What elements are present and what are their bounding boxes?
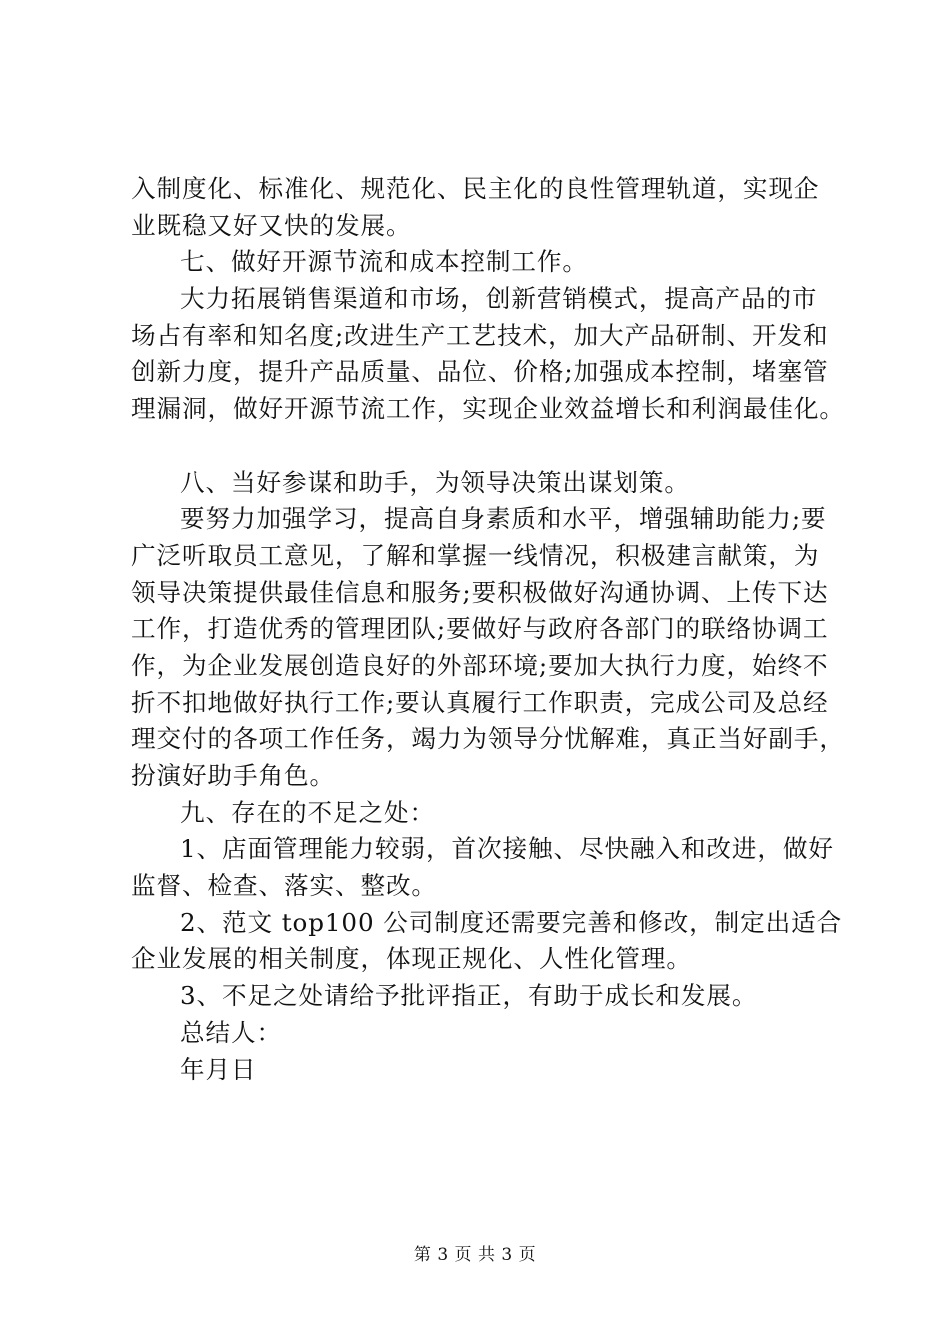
text-line: 工作，打造优秀的管理团队;要做好与政府各部门的联络协调工 <box>131 614 829 644</box>
text-line: 3、不足之处请给予批评指正，有助于成长和发展。 <box>180 981 758 1011</box>
text-line: 广泛听取员工意见，了解和掌握一线情况，积极建言献策，为 <box>131 540 820 570</box>
text-line: 总结人： <box>180 1017 282 1047</box>
text-line: 2、范文 top100 公司制度还需要完善和修改，制定出适合 <box>180 907 843 937</box>
text-line: 场占有率和知名度;改进生产工艺技术，加大产品研制、开发和 <box>131 320 829 350</box>
text-line: 理漏洞，做好开源节流工作，实现企业效益增长和利润最佳化。 <box>131 394 845 424</box>
text-line: 入制度化、标准化、规范化、民主化的良性管理轨道，实现企 <box>131 174 820 203</box>
document-body <box>131 171 845 1088</box>
text-line: 作，为企业发展创造良好的外部环境;要加大执行力度，始终不 <box>131 650 829 680</box>
text-line: 企业发展的相关制度，体现正规化、人性化管理。 <box>131 944 692 974</box>
text-line: 创新力度，提升产品质量、品位、价格;加强成本控制，堵塞管 <box>131 357 829 387</box>
text-line: 折不扣地做好执行工作;要认真履行工作职责，完成公司及总经 <box>131 687 829 717</box>
text-line: 要努力加强学习，提高自身素质和水平，增强辅助能力;要 <box>180 504 827 534</box>
text-line: 扮演好助手角色。 <box>131 761 335 790</box>
text-line: 理交付的各项工作任务，竭力为领导分忧解难，真正当好副手， <box>131 724 845 754</box>
text-line: 业既稳又好又快的发展。 <box>131 210 412 240</box>
page-footer: 第 3 页 共 3 页 <box>413 1245 537 1265</box>
text-line: 1、店面管理能力较弱，首次接触、尽快融入和改进，做好 <box>180 834 834 864</box>
text-line: 八、当好参谋和助手，为领导决策出谋划策。 <box>180 467 690 497</box>
text-line: 大力拓展销售渠道和市场，创新营销模式，提高产品的市 <box>180 284 818 314</box>
text-line: 九、存在的不足之处： <box>180 797 435 827</box>
text-line: 年月日 <box>180 1054 257 1084</box>
text-line: 领导决策提供最佳信息和服务;要积极做好沟通协调、上传下达 <box>131 577 829 607</box>
blank-line <box>131 428 831 465</box>
text-line: 监督、检查、落实、整改。 <box>131 871 437 901</box>
text-line: 七、做好开源节流和成本控制工作。 <box>180 247 588 277</box>
